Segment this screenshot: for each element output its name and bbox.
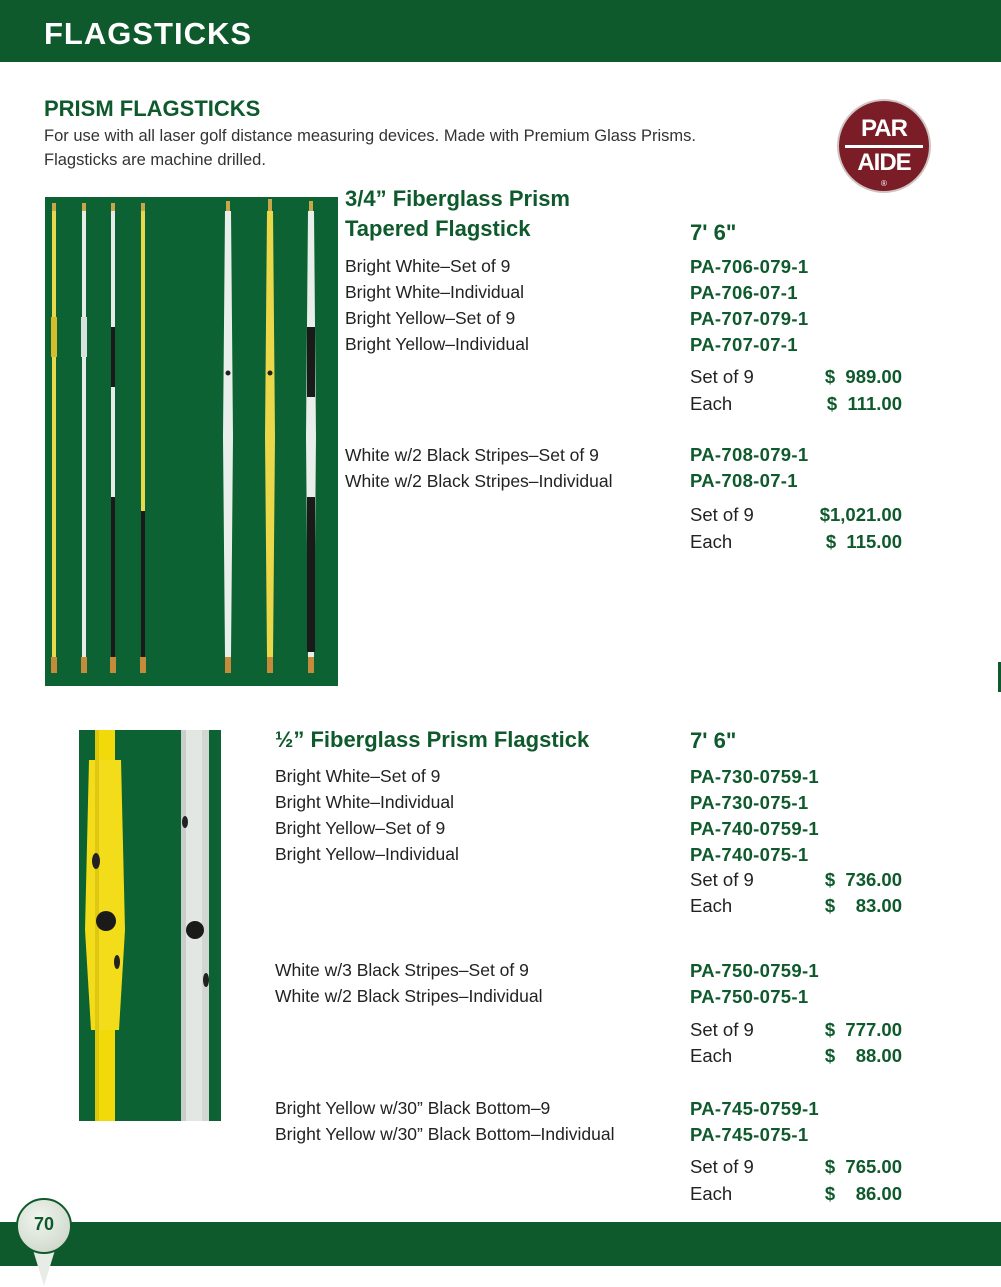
product-code: PA-750-0759-1: [690, 960, 820, 981]
section-title: PRISM FLAGSTICKS: [44, 96, 261, 121]
product-description-list: [345, 442, 612, 494]
logo-registered-mark: ®: [881, 179, 887, 188]
intro-line: For use with all laser golf distance measuring devices. Made with Premium Glass Prisms.: [44, 127, 696, 145]
product-description: Bright White–Set of 9: [345, 256, 511, 276]
flagstick-striped: [110, 203, 116, 673]
price-label: Set of 9: [690, 1156, 754, 1177]
price-value: $ 115.00: [825, 531, 902, 552]
product-code: PA-730-075-1: [690, 792, 809, 813]
product-code: PA-708-07-1: [690, 470, 798, 491]
product-description-list: [275, 763, 459, 867]
logo-text-bottom: AIDE: [857, 149, 911, 176]
product-length: 7' 6": [690, 220, 737, 245]
price-row: [690, 1183, 902, 1210]
price-row: [690, 366, 902, 393]
product-description-list: [275, 1095, 615, 1147]
price-label: Each: [690, 1045, 733, 1066]
price-row: [690, 1045, 902, 1072]
product-code-list: [690, 764, 819, 868]
flagstick-striped-tapered: [306, 201, 316, 673]
flagstick-white: [81, 203, 87, 673]
flagstick-white-closeup: [181, 730, 209, 1121]
section-intro: [44, 124, 764, 172]
price-label: Set of 9: [690, 366, 754, 387]
price-value: $ 736.00: [824, 869, 902, 890]
price-value: $ 86.00: [824, 1183, 902, 1204]
price-value: $ 88.00: [824, 1045, 902, 1066]
product-title: ½” Fiberglass Prism Flagstick: [275, 727, 590, 752]
product-code: PA-750-075-1: [690, 986, 809, 1007]
product-code: PA-708-079-1: [690, 444, 809, 465]
price-label: Each: [690, 393, 733, 414]
price-label: Set of 9: [690, 1019, 754, 1040]
product-description: White w/2 Black Stripes–Individual: [275, 986, 543, 1006]
price-label: Each: [690, 531, 733, 552]
flagstick-yellow: [51, 203, 57, 673]
product-description-list: [275, 957, 542, 1009]
price-row: [690, 1156, 902, 1183]
product-code: PA-740-075-1: [690, 844, 809, 865]
product-title-line: Tapered Flagstick: [345, 216, 531, 241]
price-row: [690, 393, 902, 420]
logo-text-top: PAR: [861, 115, 907, 142]
price-value: $ 111.00: [826, 393, 902, 414]
product-code-list: [690, 254, 808, 358]
product-code-list: [690, 442, 808, 494]
page-number: 70: [33, 1214, 55, 1234]
price-value: $1,021.00: [819, 504, 902, 525]
logo-divider: [845, 145, 923, 148]
price-value: $ 989.00: [824, 366, 902, 387]
price-label: Set of 9: [690, 869, 754, 890]
price-value: $ 765.00: [824, 1156, 902, 1177]
golf-tee-icon: [33, 1250, 55, 1286]
product-code-list: [690, 1096, 819, 1148]
flagstick-yellow-tapered: [265, 199, 275, 673]
price-row: [690, 504, 902, 531]
footer-bar: [0, 1222, 1001, 1266]
product-description: Bright Yellow w/30” Black Bottom–9: [275, 1098, 551, 1118]
product-description: White w/2 Black Stripes–Individual: [345, 471, 613, 491]
product-code: PA-707-07-1: [690, 334, 798, 355]
half-inch-flagsticks-photo: [79, 730, 221, 1121]
product-code: PA-706-079-1: [690, 256, 809, 277]
intro-line: Flagsticks are machine drilled.: [44, 151, 266, 169]
product-length: 7' 6": [690, 728, 737, 753]
product-code: PA-740-0759-1: [690, 818, 820, 839]
price-label: Each: [690, 895, 733, 916]
product-description: Bright Yellow–Set of 9: [275, 818, 446, 838]
price-value: $ 83.00: [824, 895, 902, 916]
price-label: Each: [690, 1183, 733, 1204]
product-code: PA-707-079-1: [690, 308, 809, 329]
product-description: Bright Yellow–Individual: [345, 334, 529, 354]
product-description-list: [345, 253, 529, 357]
flagstick-white-tapered: [223, 201, 233, 673]
par-aide-logo: [837, 99, 931, 193]
flagstick-yellow-closeup: [85, 730, 125, 1121]
product-description: Bright White–Individual: [345, 282, 524, 302]
page-title: FLAGSTICKS: [44, 16, 253, 51]
product-description: Bright Yellow w/30” Black Bottom–Individual: [275, 1124, 615, 1144]
tapered-flagsticks-photo: [45, 197, 338, 686]
product-code: PA-730-0759-1: [690, 766, 820, 787]
price-label: Set of 9: [690, 504, 754, 525]
product-description: White w/2 Black Stripes–Set of 9: [345, 445, 599, 465]
price-row: [690, 895, 902, 922]
product-code: PA-706-07-1: [690, 282, 798, 303]
product-code-list: [690, 958, 819, 1010]
product-code: PA-745-0759-1: [690, 1098, 820, 1119]
product-description: Bright White–Individual: [275, 792, 454, 812]
product-description: Bright White–Set of 9: [275, 766, 441, 786]
product-description: Bright Yellow–Set of 9: [345, 308, 516, 328]
product-title-line: 3/4” Fiberglass Prism: [345, 186, 570, 211]
flagstick-yellow-black-bottom: [140, 203, 146, 673]
price-row: [690, 531, 902, 558]
product-code: PA-745-075-1: [690, 1124, 809, 1145]
price-value: $ 777.00: [824, 1019, 902, 1040]
product-description: Bright Yellow–Individual: [275, 844, 459, 864]
product-description: White w/3 Black Stripes–Set of 9: [275, 960, 529, 980]
price-row: [690, 869, 902, 896]
product-title: [345, 184, 570, 244]
price-row: [690, 1019, 902, 1046]
